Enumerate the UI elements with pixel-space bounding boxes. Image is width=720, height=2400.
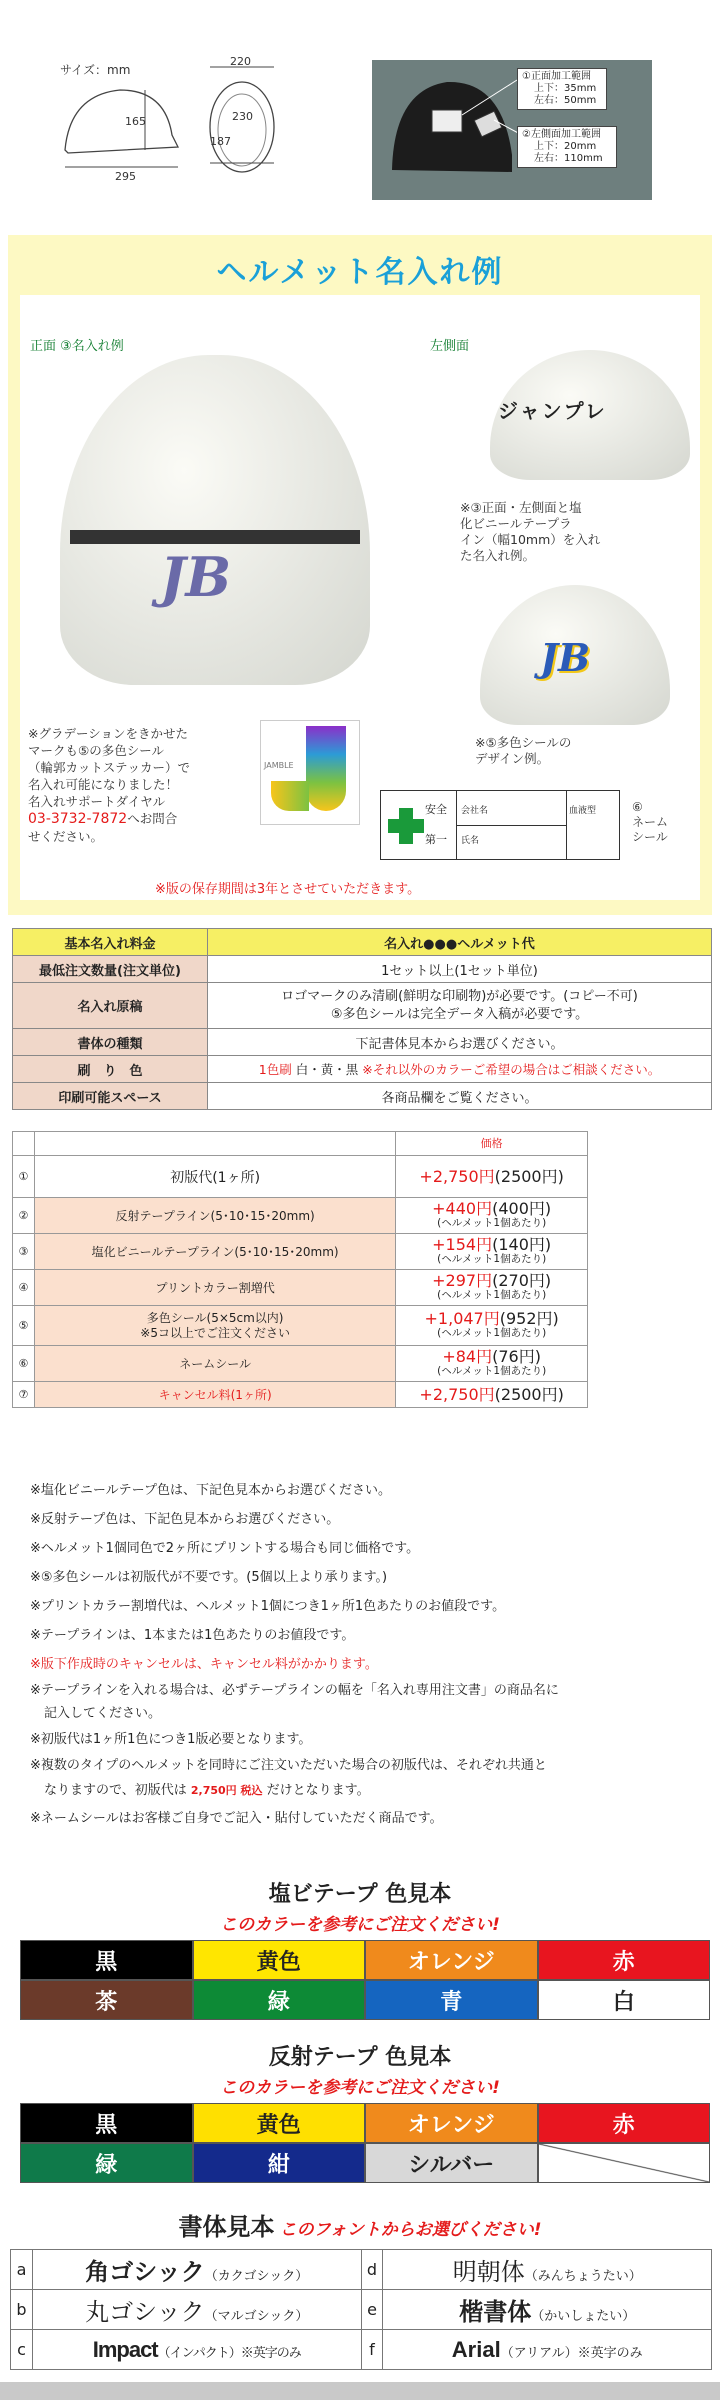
dim-220: 220 — [230, 55, 251, 68]
note-line: ※テープラインは、1本または1色あたりのお値段です。 — [30, 1628, 355, 1643]
info-value — [208, 983, 712, 1029]
note-line — [30, 1778, 710, 1804]
table-row — [13, 1156, 588, 1198]
font-name: 丸ゴシック — [85, 2298, 205, 2326]
decal-note-line: ※⑤多色シールの — [475, 735, 572, 750]
helmet-outline-drawing — [60, 55, 340, 190]
font-note: ※英字のみ — [577, 2344, 643, 2360]
seal-anzen: 安全 — [425, 803, 447, 816]
table-row — [13, 1270, 588, 1306]
banner-content — [20, 295, 700, 900]
seal-label-line: シール — [632, 830, 668, 844]
grad-note-line: マークも⑤の多色シール — [28, 743, 164, 758]
price-item-note: ※5コ以上でご注文ください — [140, 1325, 290, 1340]
table-row — [13, 929, 712, 956]
decal-jb-logo: JB — [540, 635, 591, 680]
font-reading: （アリアル） — [500, 2344, 578, 2360]
price-excl: (2500円) — [494, 1166, 564, 1186]
price-excl: (76円) — [492, 1346, 541, 1366]
side-helmet-image — [490, 350, 690, 480]
table-row — [11, 2290, 712, 2330]
font-letter: c — [11, 2330, 33, 2370]
banner-title: ヘルメット名入れ例 — [216, 255, 504, 290]
info-value: 名入れ●●●ヘルメット代 — [208, 929, 712, 956]
side-example-label: 左側面 — [430, 339, 470, 354]
safety-cross-icon — [386, 806, 426, 846]
table-header-row — [13, 1132, 588, 1156]
info-value: 1セット以上(1セット単位) — [208, 956, 712, 983]
side-range-vertical: 上下：20mm — [534, 141, 597, 152]
side-note-line: 化ビニールテープラ — [460, 516, 572, 531]
price-excl: (270円) — [492, 1270, 552, 1290]
note-text: なりますので、初版代は — [44, 1783, 187, 1798]
price-excl: (140円) — [492, 1234, 552, 1254]
price-item: キャンセル料(1ヶ所) — [34, 1382, 395, 1408]
font-letter: e — [361, 2290, 383, 2330]
info-label: 印刷可能スペース — [13, 1083, 208, 1110]
row-number: ② — [13, 1198, 35, 1234]
info-value: 下記書体見本からお選びください。 — [208, 1029, 712, 1056]
font-reading: （マルゴシック） — [204, 2309, 309, 2324]
reflect-swatch-grid — [20, 2103, 710, 2183]
font-sample — [32, 2330, 361, 2370]
row-number: ③ — [13, 1234, 35, 1270]
j-gradient-tail — [271, 781, 309, 811]
note-line: ※複数のタイプのヘルメットを同時にご注文いただいた場合の初版代は、それぞれ共通と — [30, 1758, 547, 1773]
note-line: ※ヘルメット1個同色で2ヶ所にプリントする場合も同じ価格です。 — [30, 1541, 420, 1556]
font-reading: （インパクト） — [157, 2344, 241, 2360]
info-label: 名入れ原稿 — [13, 983, 208, 1029]
side-note-line: ※③正面・左側面と塩 — [460, 500, 582, 515]
info-label: 基本名入れ料金 — [13, 929, 208, 956]
row-number: ⑤ — [13, 1306, 35, 1346]
name-seal-label — [632, 800, 692, 845]
dim-187: 187 — [210, 135, 231, 148]
front-example-label: 正面 ③名入れ例 — [30, 339, 124, 354]
font-reading: （みんちょうたい） — [524, 2269, 642, 2284]
front-range-horizontal: 左右：50mm — [534, 95, 597, 106]
font-letter: f — [361, 2330, 383, 2370]
font-sample — [32, 2250, 361, 2290]
info-label: 最低注文数量(注文単位) — [13, 956, 208, 983]
font-sample-header — [0, 2207, 720, 2242]
grad-note-line: ※グラデーションをきかせた — [28, 726, 188, 741]
price-item: プリントカラー割増代 — [34, 1270, 395, 1306]
table-row — [13, 1029, 712, 1056]
price-per: (ヘルメット1個あたり) — [437, 1364, 547, 1377]
front-range-vertical: 上下：35mm — [534, 83, 597, 94]
table-row — [13, 1306, 588, 1346]
font-letter: d — [361, 2250, 383, 2290]
print-colors: 白・黄・黒 — [295, 1062, 359, 1077]
support-phone: 03-3732-7872 — [28, 811, 128, 827]
info-label: 書体の種類 — [13, 1029, 208, 1056]
note-text: だけとなります。 — [266, 1783, 370, 1798]
price-excl: (952円) — [499, 1308, 559, 1328]
footer-strip — [0, 2382, 720, 2400]
font-note: ※英字のみ — [240, 2344, 301, 2360]
price-item: 初版代(1ヶ所) — [34, 1156, 395, 1198]
font-sample-title: 書体見本 — [178, 2213, 275, 2241]
price-value: +2,750円 — [419, 1384, 495, 1404]
note-line: ※反射テープ色は、下記色見本からお選びください。 — [30, 1512, 340, 1527]
font-name: 明朝体 — [452, 2258, 525, 2286]
reflect-swatch: 緑 — [20, 2143, 193, 2183]
table-row — [13, 1382, 588, 1408]
price-excl: (400円) — [492, 1198, 552, 1218]
reflect-swatch: 黒 — [20, 2103, 193, 2143]
price-per: (ヘルメット1個あたり) — [437, 1288, 547, 1301]
black-helmet-photo — [372, 60, 652, 200]
jamble-text: JAMBLE — [264, 761, 294, 770]
reflect-swatch: オレンジ — [365, 2103, 538, 2143]
print-color-note: ※それ以外のカラーご希望の場合はご相談ください。 — [362, 1062, 661, 1077]
font-name: 楷書体 — [459, 2300, 532, 2326]
note-line: ※塩化ビニールテープ色は、下記色見本からお選びください。 — [30, 1483, 391, 1498]
price-header: 価格 — [396, 1132, 588, 1156]
price-per: (ヘルメット1個あたり) — [437, 1216, 547, 1229]
size-label: サイズ：mm — [60, 63, 131, 77]
price-item: 塩化ビニールテープライン(5･10･15･20mm) — [34, 1234, 395, 1270]
note-line: ※テープラインを入れる場合は、必ずテープラインの幅を「名入れ専用注文書」の商品名に — [30, 1683, 559, 1698]
table-row — [13, 1234, 588, 1270]
table-row — [13, 1056, 712, 1083]
font-sample-subtitle: このフォントからお選びください! — [279, 2220, 542, 2240]
pvc-swatch: 白 — [538, 1980, 711, 2020]
decal-example-note — [475, 735, 695, 767]
note-line: 記入してください。 — [44, 1706, 162, 1721]
side-range-title: ②左側面加工範囲 — [522, 129, 601, 140]
dim-230: 230 — [232, 110, 253, 123]
reflect-swatch: 黄色 — [193, 2103, 366, 2143]
info-value: 各商品欄をご覧ください。 — [208, 1083, 712, 1110]
row-number: ⑦ — [13, 1382, 35, 1408]
front-helmet-image — [60, 355, 370, 685]
note-line: ※プリントカラー割増代は、ヘルメット1個につき1ヶ所1色あたりのお値段です。 — [30, 1599, 506, 1614]
font-sample — [383, 2290, 712, 2330]
side-print-text: ジャンプレ — [498, 399, 607, 423]
pvc-swatch: 青 — [365, 1980, 538, 2020]
reflect-swatch — [538, 2143, 711, 2183]
reflect-swatch-subtitle: このカラーを参考にご注文ください! — [220, 2078, 500, 2098]
font-sample — [383, 2250, 712, 2290]
pvc-swatch: 黄色 — [193, 1940, 366, 1980]
note-line: ※ネームシールはお客様ご自身でご記入・貼付していただく商品です。 — [30, 1811, 443, 1826]
price-per: (ヘルメット1個あたり) — [437, 1252, 547, 1265]
dim-295: 295 — [115, 170, 136, 183]
font-sample-table — [10, 2249, 712, 2370]
table-row — [13, 1198, 588, 1234]
grad-note-line: （輪郭カットステッカー）で — [28, 760, 191, 775]
info-table — [12, 928, 712, 1110]
price-value: +84円 — [442, 1346, 493, 1366]
price-value: +154円 — [432, 1234, 493, 1254]
seal-label-line: ネーム — [632, 815, 669, 829]
font-reading: （かいしょたい） — [531, 2308, 636, 2323]
info-value — [208, 1056, 712, 1083]
size-diagram — [60, 55, 340, 190]
pvc-swatch-title: 塩ビテープ 色見本 — [268, 1882, 452, 1907]
dim-165: 165 — [125, 115, 146, 128]
name-print-example-banner — [8, 235, 712, 915]
reflect-swatch: 紺 — [193, 2143, 366, 2183]
price-excl: (2500円) — [494, 1384, 564, 1404]
name-seal — [380, 790, 620, 860]
manuscript-line2: ⑤多色シールは完全データ入稿が必要です。 — [330, 1006, 589, 1022]
seal-daiichi: 第一 — [425, 833, 447, 846]
price-item: 反射テープライン(5･10･15･20mm) — [34, 1198, 395, 1234]
pvc-swatch-subtitle: このカラーを参考にご注文ください! — [220, 1915, 500, 1935]
reflect-swatch: 赤 — [538, 2103, 711, 2143]
price-value: +1,047円 — [424, 1308, 500, 1328]
note-line: ※⑤多色シールは初版代が不要です。(5個以上より承ります。) — [30, 1570, 388, 1585]
row-number: ① — [13, 1156, 35, 1198]
pvc-swatch: オレンジ — [365, 1940, 538, 1980]
font-sample — [383, 2330, 712, 2370]
font-letter: a — [11, 2250, 33, 2290]
font-letter: b — [11, 2290, 33, 2330]
side-note-line: イン（幅10mm）を入れ — [460, 532, 601, 547]
table-row — [13, 1346, 588, 1382]
seal-name: 氏名 — [461, 836, 480, 846]
grad-note-line: 名入れ可能になりました！ — [28, 777, 179, 792]
table-row — [13, 1083, 712, 1110]
pvc-swatch-grid — [20, 1940, 710, 2020]
reflect-swatch: シルバー — [365, 2143, 538, 2183]
price-value: +297円 — [432, 1270, 493, 1290]
price-value: +440円 — [432, 1198, 493, 1218]
price-item: 多色シール(5×5cm以内) — [146, 1310, 284, 1325]
j-gradient-shape — [306, 726, 346, 811]
note-line: ※初版代は1ヶ所1色につき1版必要となります。 — [30, 1732, 312, 1747]
info-label: 刷 り 色 — [13, 1056, 208, 1083]
pvc-swatch: 緑 — [193, 1980, 366, 2020]
table-row — [13, 983, 712, 1029]
plate-retention-note: ※版の保存期間は3年とさせていただきます。 — [155, 882, 421, 897]
notes-list — [30, 1476, 710, 1833]
seal-label-line: ⑥ — [632, 800, 643, 814]
note-line: ※版下作成時のキャンセルは、キャンセル料がかかります。 — [30, 1657, 378, 1672]
seal-company: 会社名 — [461, 806, 489, 816]
price-per: (ヘルメット1個あたり) — [437, 1326, 547, 1339]
side-range-note — [517, 126, 617, 168]
jb-logo: JB — [160, 545, 232, 609]
front-range-title: ①正面加工範囲 — [522, 71, 591, 82]
price-value: +2,750円 — [419, 1166, 495, 1186]
manuscript-line1: ロゴマークのみ清刷(鮮明な印刷物)が必要です。(コピー不可) — [281, 988, 638, 1004]
row-number: ④ — [13, 1270, 35, 1306]
side-example-note — [460, 500, 700, 564]
gradient-mark-note — [28, 725, 258, 845]
font-reading: （カクゴシック） — [204, 2268, 309, 2283]
side-range-horizontal: 左右：110mm — [534, 153, 603, 164]
phone-tail: へお問合 — [127, 811, 178, 826]
row-number: ⑥ — [13, 1346, 35, 1382]
pvc-swatch: 茶 — [20, 1980, 193, 2020]
price-table — [12, 1131, 588, 1408]
front-range-note — [517, 68, 607, 110]
side-note-line: た名入れ例。 — [460, 548, 536, 563]
front-tape-line — [70, 530, 360, 544]
table-row — [11, 2330, 712, 2370]
print-color-count: 1色刷 — [258, 1062, 292, 1077]
font-sample — [32, 2290, 361, 2330]
font-name: 角ゴシック — [85, 2259, 205, 2286]
font-name: Impact — [92, 2336, 158, 2362]
reflect-swatch-title: 反射テープ 色見本 — [268, 2045, 452, 2070]
decal-note-line: デザイン例。 — [475, 751, 550, 766]
font-name: Arial — [451, 2336, 501, 2362]
table-row — [11, 2250, 712, 2290]
note-price: 2,750円 税込 — [190, 1784, 263, 1797]
jamble-mark — [260, 720, 360, 825]
decal-helmet-image — [480, 585, 670, 725]
grad-note-line: 名入れサポートダイヤル — [28, 794, 166, 809]
pvc-swatch: 黒 — [20, 1940, 193, 1980]
price-item: ネームシール — [34, 1346, 395, 1382]
pvc-swatch: 赤 — [538, 1940, 711, 1980]
phone-tail2: せください。 — [28, 829, 104, 844]
table-row — [13, 956, 712, 983]
seal-bloodtype: 血液型 — [569, 806, 597, 816]
